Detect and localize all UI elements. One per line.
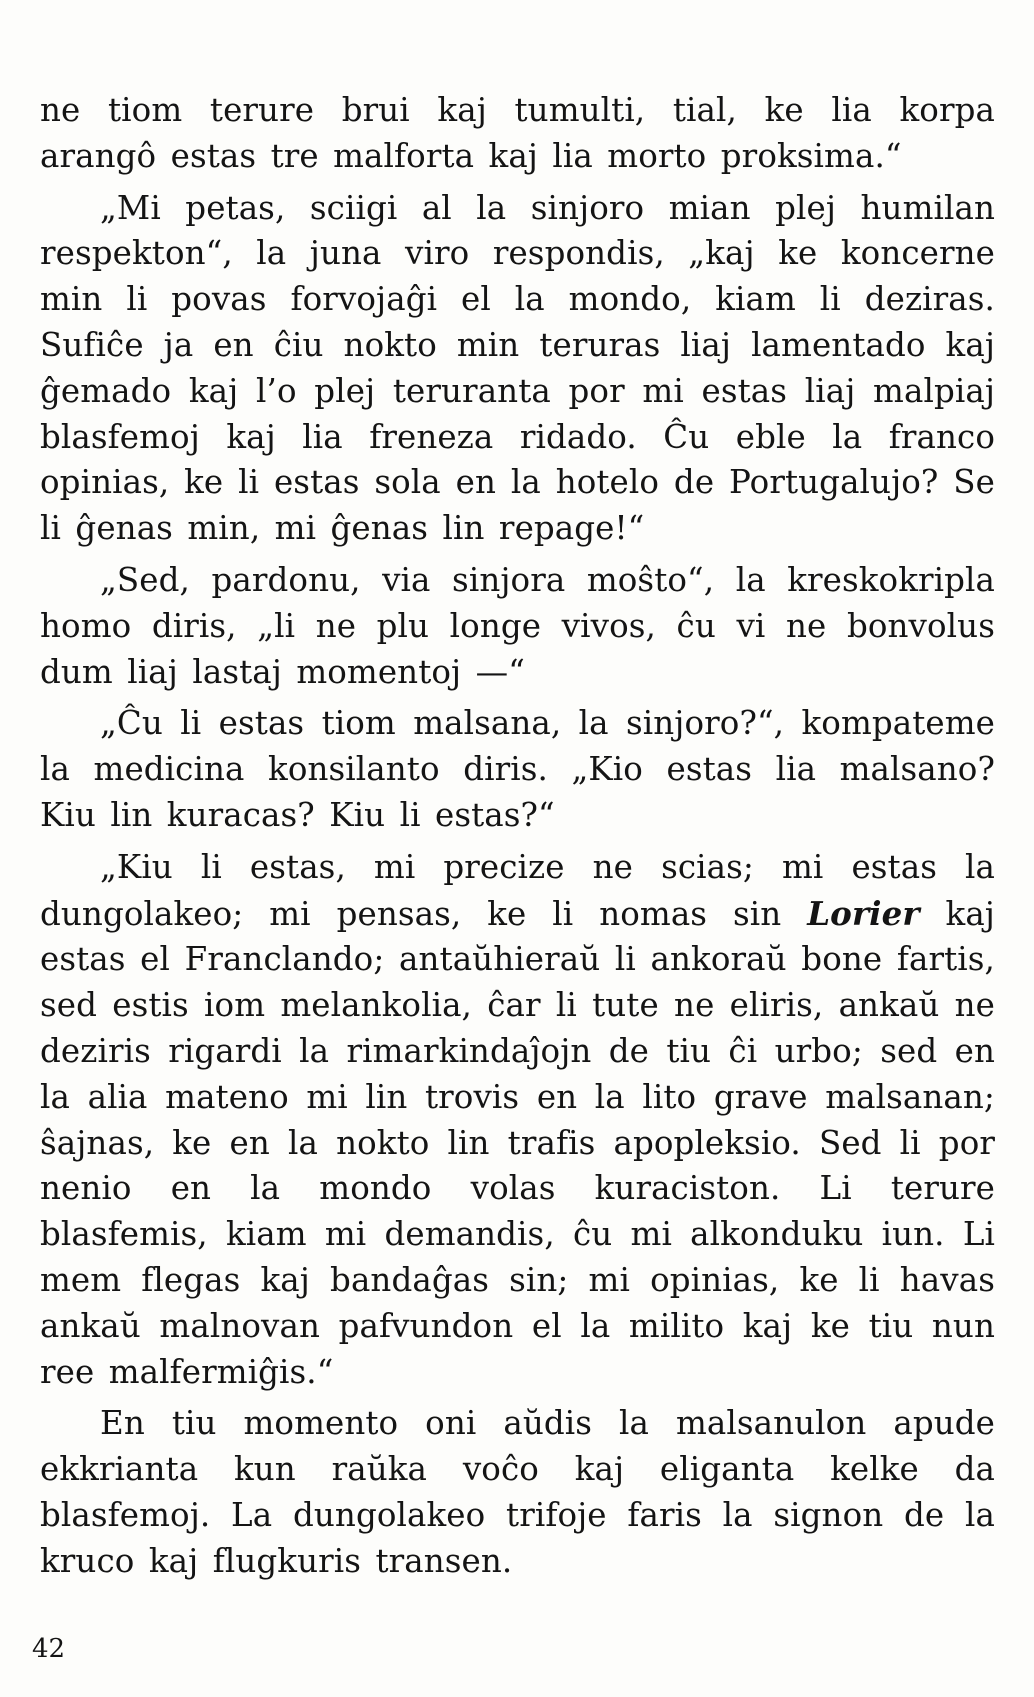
paragraph-4: „Ĉu li estas tiom malsana, la sinjoro?“, kompateme la medicina konsilanto diris. „Kio estas lia malsano? Kiu lin kuracas? Kiu li estas?“ bbox=[40, 704, 995, 834]
paragraph-5-after: kaj estas el Franclando; antaŭhieraŭ li ankoraŭ bone fartis, sed estis iom melankolia, ĉar li tute ne eliris, ankaŭ ne deziris rigardi la rimarkindaĵojn de tiu ĉi urbo; sed en la alia mateno mi lin trovis en la lito grave malsanan; ŝajnas, ke en la nokto lin trafis apopleksio. Sed li por nenio en la mondo volas kuraciston. Li terure blasfemis, kiam mi demandis, ĉu mi alkonduku iun. Li mem flegas kaj bandaĝas sin; mi opinias, ke li havas ankaŭ malnovan pafvundon el la milito kaj ke tiu nun ree malfermiĝis.“ bbox=[40, 894, 995, 1391]
name-lorier: Lorier bbox=[807, 893, 920, 933]
paragraph-5-before: „Kiu li estas, mi precize ne scias; mi estas la dungolakeo; mi pensas, ke li nomas sin bbox=[40, 847, 995, 933]
paragraph-6: En tiu momento oni aŭdis la malsanulon apude ekkrianta kun raŭka voĉo kaj eliganta kelke da blasfemoj. La dungolakeo trifoje faris la signon de la kruco kaj flugkuris transen. bbox=[40, 1404, 995, 1580]
paragraph-5 bbox=[40, 845, 995, 1396]
page-number: 42 bbox=[32, 1634, 66, 1664]
paragraph-3: „Sed, pardonu, via sinjora moŝto“, la kreskokripla homo diris, „li ne plu longe vivos, ĉu vi ne bonvolus dum liaj lastaj momentoj —“ bbox=[40, 560, 995, 691]
body-text bbox=[40, 88, 995, 1585]
paragraph-1: ne tiom terure brui kaj tumulti, tial, ke lia korpa arangô estas tre malforta kaj lia morto proksima.“ bbox=[40, 91, 995, 175]
paragraph-2: „Mi petas, sciigi al la sinjoro mian plej humilan respekton“, la juna viro respondis, „kaj ke koncerne min li povas forvojaĝi el la mondo, kiam li deziras. Sufiĉe ja en ĉiu nokto min teruras liaj lamentado kaj ĝemado kaj l’o plej teruranta por mi estas liaj malpiaj blasfemoj kaj lia freneza ridado. Ĉu eble la franco opinias, ke li estas sola en la hotelo de Portugalujo? Se li ĝenas min, mi ĝenas lin repage!“ bbox=[40, 188, 995, 548]
